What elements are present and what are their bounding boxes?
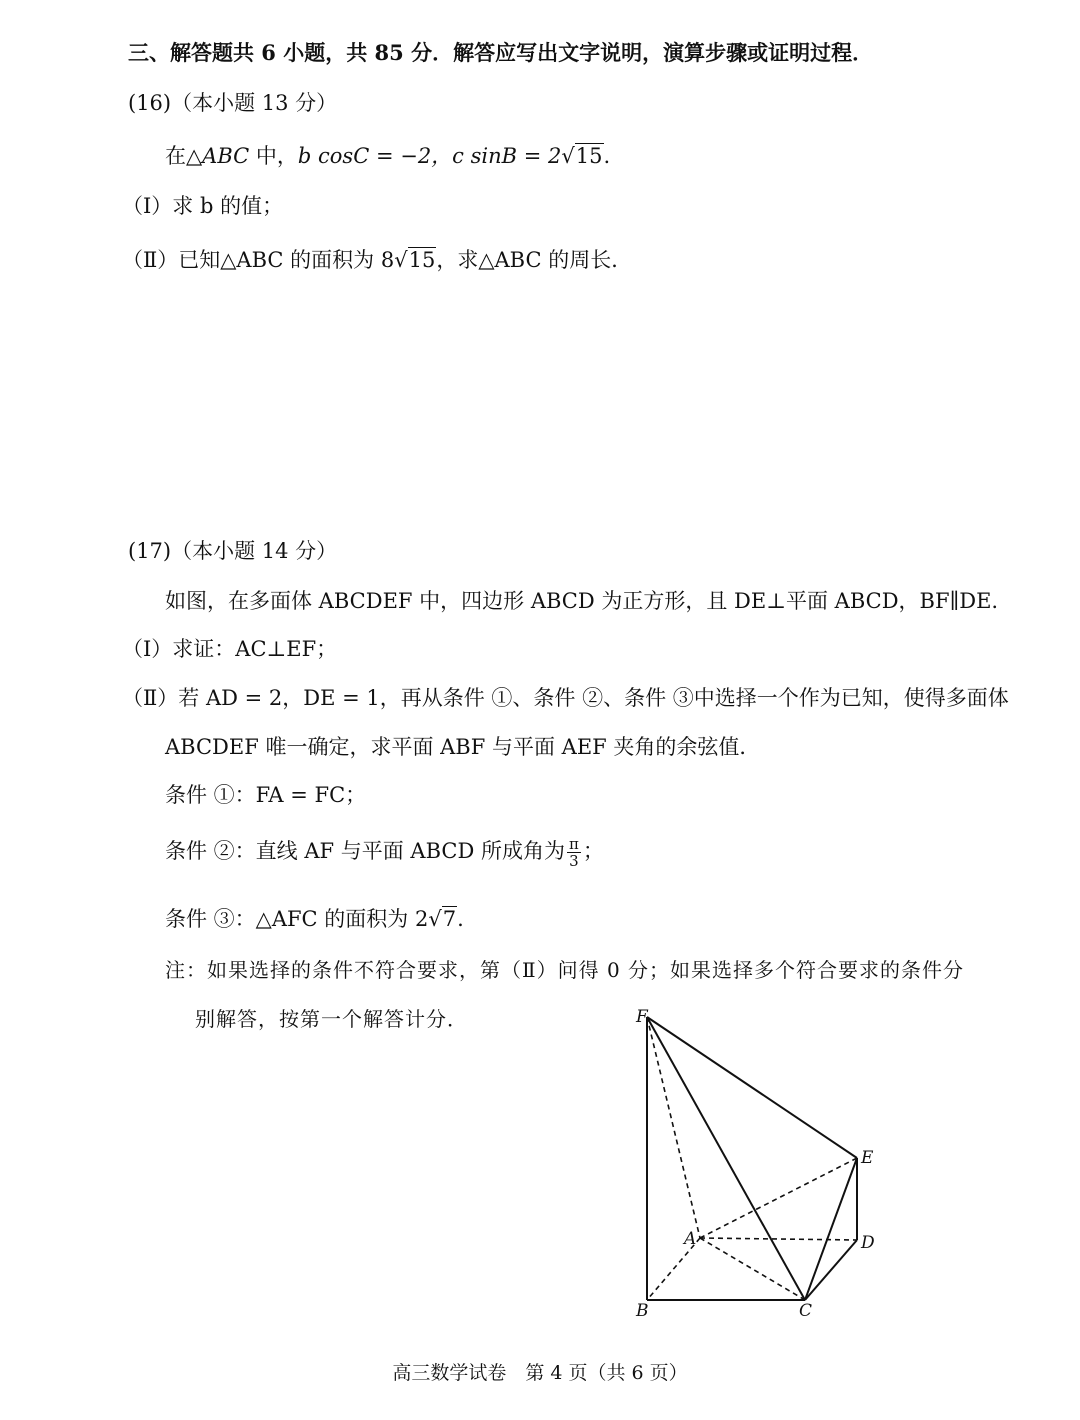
q17-given: 如图，在多面体 ABCDEF 中，四边形 ABCD 为正方形，且 DE⊥平面 ABCD，BF∥DE. (165, 589, 999, 613)
q17-condition-2 (165, 836, 604, 869)
q16-part2 (122, 245, 632, 275)
fraction-pi-over-3 (567, 836, 581, 869)
sqrt-symbol: √15 (394, 248, 436, 272)
fraction-numerator: π (569, 835, 579, 853)
edge-FA (647, 1017, 700, 1238)
q16-part1: （Ⅰ）求 b 的值； (122, 194, 284, 218)
vertex-label-F: F (636, 1007, 648, 1027)
q16-part2-b: ，求△ABC 的周长． (436, 248, 633, 272)
cond3-text: 条件 ③：△AFC 的面积为 2 (165, 907, 429, 931)
q17-note-line2: 别解答，按第一个解答计分． (195, 1007, 468, 1031)
q16-part2-radicand: 15 (408, 248, 436, 272)
vertex-label-C: C (799, 1301, 813, 1321)
cond2-post: ； (582, 839, 604, 863)
section-header: 三、解答题共 6 小题，共 85 分．解答应写出文字说明，演算步骤或证明过程． (128, 40, 874, 65)
sqrt-symbol: √7 (428, 907, 457, 931)
cond3-radicand: 7 (442, 907, 457, 931)
vertex-label-A: A (684, 1229, 697, 1249)
edge-AD (700, 1238, 857, 1240)
q16-header: (16)（本小题 13 分） (128, 91, 338, 115)
q17-condition-3 (165, 904, 464, 934)
q17-part1: （Ⅰ）求证：AC⊥EF； (122, 637, 338, 661)
fraction-denominator: 3 (569, 852, 579, 870)
page-footer: 高三数学试卷 第 4 页（共 6 页） (392, 1362, 688, 1384)
edge-AC (700, 1238, 805, 1300)
sqrt-symbol: √15 (561, 144, 603, 168)
q16-given (165, 141, 610, 171)
q16-given-pre: 在△ (165, 144, 203, 168)
q17-header: (17)（本小题 14 分） (128, 539, 338, 563)
cond3-post: . (457, 907, 464, 931)
edge-FC (647, 1017, 805, 1300)
edge-AE (700, 1158, 857, 1238)
vertex-label-B: B (636, 1301, 649, 1321)
q17-part2-line1: （Ⅱ）若 AD = 2，DE = 1，再从条件 ①、条件 ②、条件 ③中选择一个作为已知，使得多面体 (122, 686, 1009, 710)
edge-EC (805, 1158, 857, 1300)
q17-condition-1: 条件 ①：FA = FC； (165, 783, 367, 807)
q16-given-radicand: 15 (575, 144, 603, 168)
q17-part2-line2: ABCDEF 唯一确定，求平面 ABF 与平面 AEF 夹角的余弦值． (165, 735, 761, 759)
q16-given-end: . (603, 144, 611, 168)
q16-given-abc: ABC (202, 144, 250, 168)
vertex-label-D: D (861, 1233, 875, 1253)
q16-given-eq1: b cosC = −2，c sinB = 2 (297, 144, 562, 168)
polyhedron-figure (620, 1000, 900, 1330)
vertex-label-E: E (861, 1148, 874, 1168)
q17-note-line1: 注：如果选择的条件不符合要求，第（Ⅱ）问得 0 分；如果选择多个符合要求的条件分 (165, 958, 965, 982)
cond2-text: 条件 ②：直线 AF 与平面 ABCD 所成角为 (165, 839, 566, 863)
edge-FE (647, 1017, 857, 1158)
q16-part2-a: （Ⅱ）已知△ABC 的面积为 8 (122, 248, 395, 272)
q16-given-mid: 中， (249, 144, 298, 168)
edge-DC (805, 1240, 857, 1300)
